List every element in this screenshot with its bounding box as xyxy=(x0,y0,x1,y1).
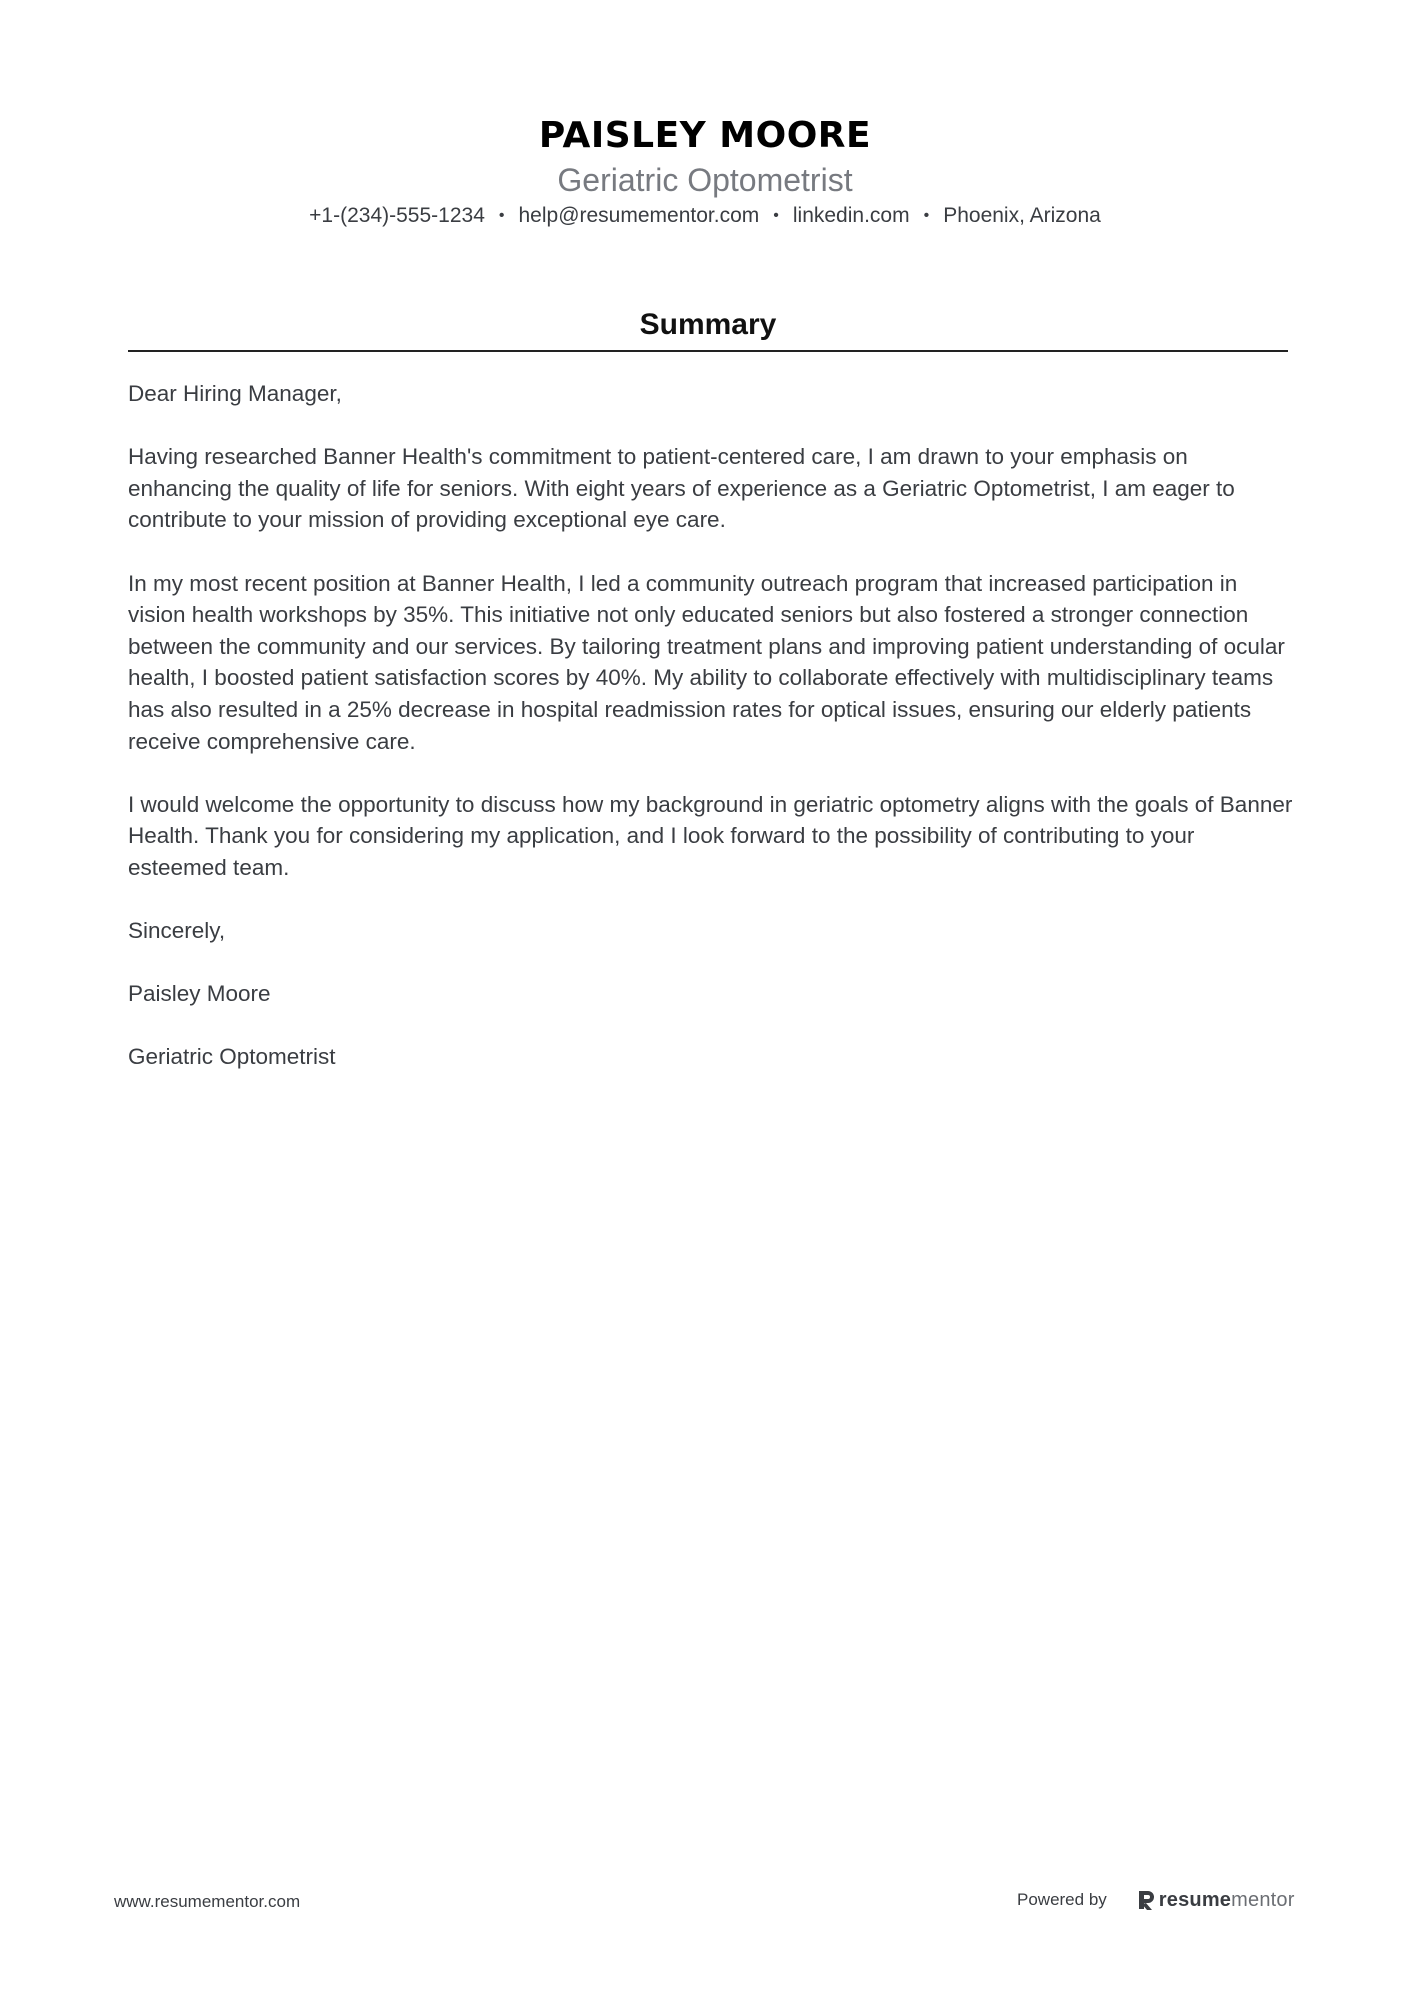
logo-text-light: mentor xyxy=(1231,1888,1295,1911)
letter-paragraph: I would welcome the opportunity to discuss how my background in geriatric optometry aligns with the goals of Banner Health. Thank you for considering my application, and I look forward to the possibility of contributing to your esteemed team. xyxy=(128,791,1293,880)
signature-title: Geriatric Optometrist xyxy=(128,1044,336,1070)
candidate-name: PAISLEY MOORE xyxy=(538,115,872,156)
contact-phone: +1-(234)-555-1234 xyxy=(309,204,485,227)
resumementor-logo-icon xyxy=(1137,1889,1155,1911)
contact-line xyxy=(0,202,1410,230)
contact-linkedin[interactable]: linkedin.com xyxy=(792,204,910,227)
letter-closing: Sincerely, xyxy=(128,918,226,944)
contact-separator: • xyxy=(923,207,930,224)
contact-email[interactable]: help@resumementor.com xyxy=(518,204,760,227)
letter-header xyxy=(0,112,1410,230)
signature-name: Paisley Moore xyxy=(128,981,271,1007)
logo-text-bold: resume xyxy=(1158,1888,1232,1911)
letter-body xyxy=(128,378,1293,1105)
footer-website[interactable]: www.resumementor.com xyxy=(114,1892,301,1911)
letter-paragraph: In my most recent position at Banner Health, I led a community outreach program that increased participation in vision health workshops by 35%. This initiative not only educated seniors but also fostered a stronger connection between the community and our services. By tailoring treatment plans and improving patient understanding of ocular health, I boosted patient satisfaction scores by 40%. My ability to collaborate effectively with multidisciplinary teams has also resulted in a 25% decrease in hospital readmission rates for optical issues, ensuring our elderly patients receive comprehensive care. xyxy=(128,570,1285,754)
contact-separator: • xyxy=(773,207,779,224)
section-divider xyxy=(128,350,1288,352)
contact-separator: • xyxy=(498,207,505,224)
footer-branding xyxy=(1017,1886,1295,1914)
letter-paragraph: Having researched Banner Health's commitment to patient-centered care, I am drawn to your emphasis on enhancing the quality of life for seniors. With eight years of experience as a Geriatric Optometrist, I am eager to contribute to your mission of providing exceptional eye care. xyxy=(128,444,1235,533)
contact-location: Phoenix, Arizona xyxy=(943,204,1101,227)
resumementor-logo-text xyxy=(1159,1889,1295,1912)
section-title-summary: Summary xyxy=(639,308,777,341)
candidate-title: Geriatric Optometrist xyxy=(557,162,853,198)
powered-by-label: Powered by xyxy=(1017,1890,1107,1909)
letter-salutation: Dear Hiring Manager, xyxy=(128,381,342,406)
